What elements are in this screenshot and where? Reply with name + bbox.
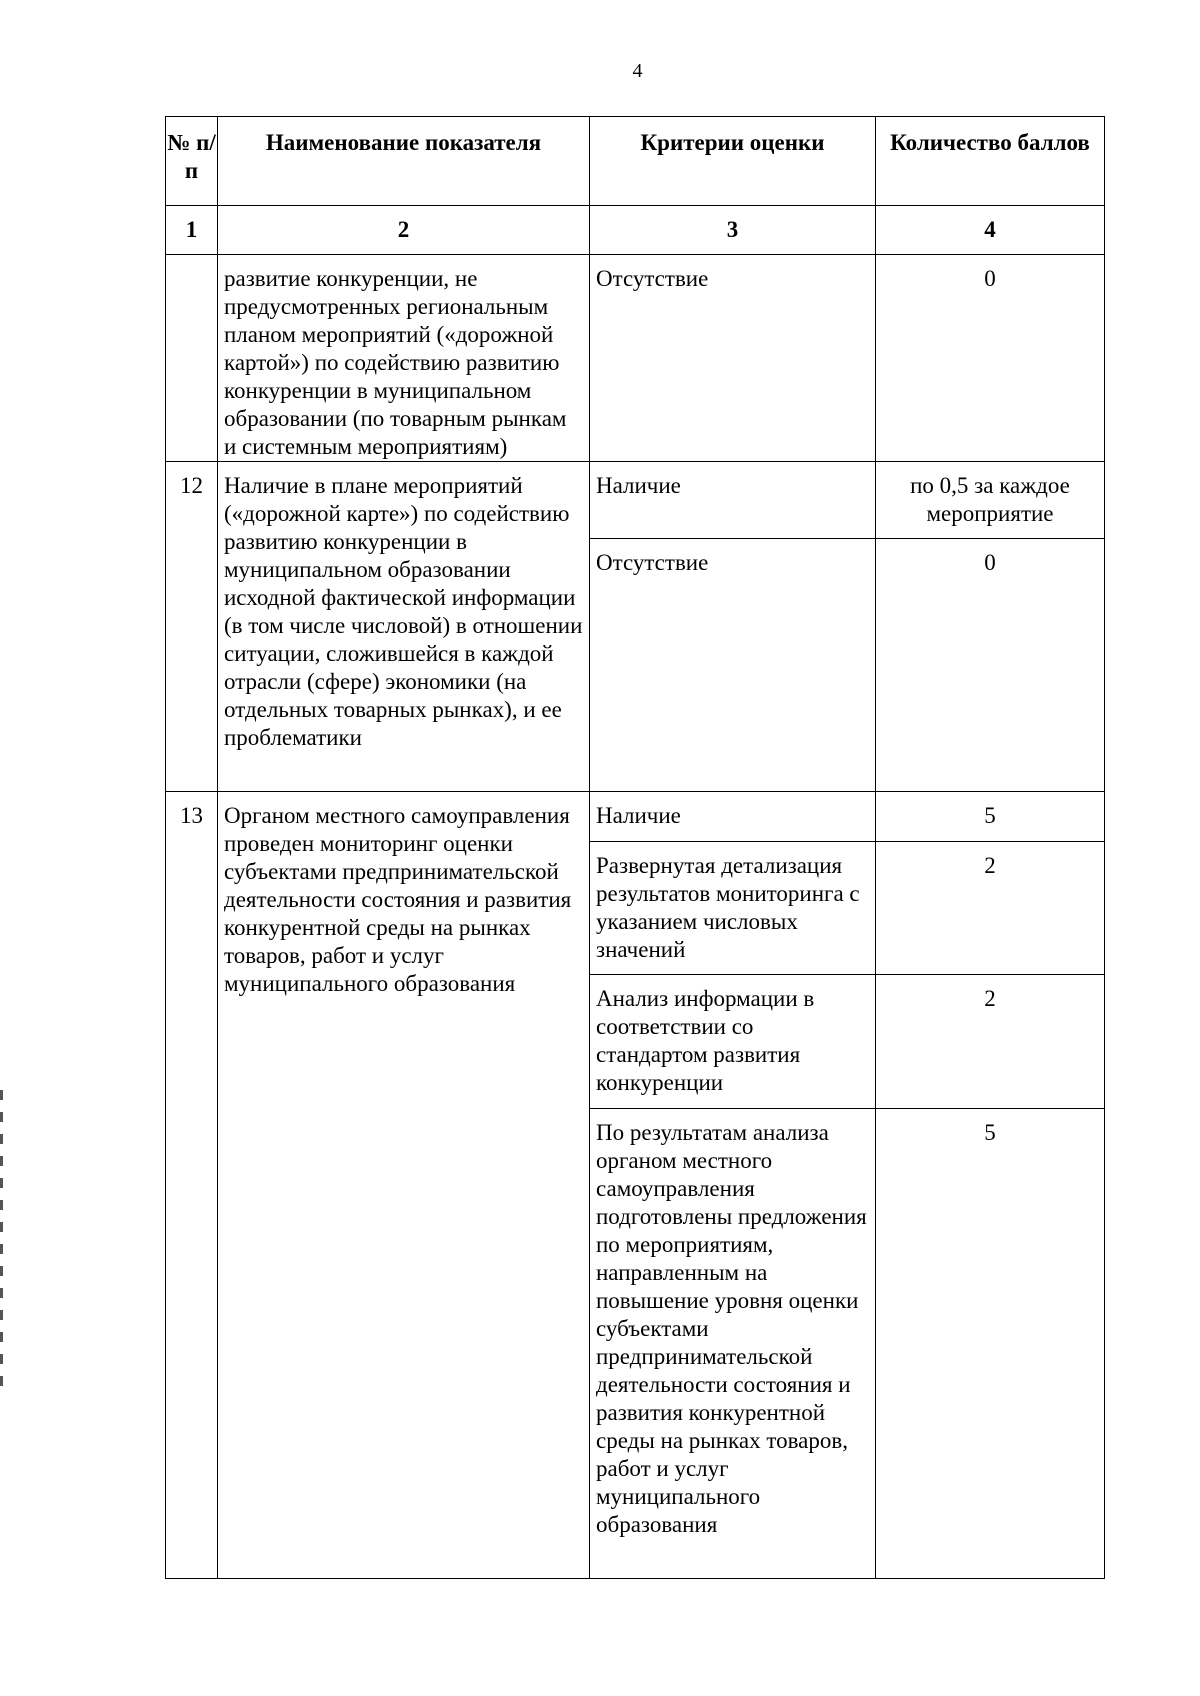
header-points: Количество баллов <box>876 117 1105 206</box>
table-row <box>166 255 1105 462</box>
scan-margin-mark <box>0 1090 3 1390</box>
row-number <box>166 255 218 462</box>
score: 0 <box>876 255 1105 462</box>
indicator-name: развитие конкуренции, не предусмотренных региональным планом мероприятий («дорожной картой») по содействию развитию конкуренции в муниципальном образовании (по товарным рынкам и системным мероприятиям) <box>218 255 590 462</box>
table-row <box>166 792 1105 842</box>
score: 5 <box>876 1109 1105 1579</box>
column-number: 4 <box>876 206 1105 255</box>
page-number: 4 <box>632 60 643 82</box>
column-number: 3 <box>590 206 876 255</box>
score: 0 <box>876 539 1105 792</box>
criterion: Отсутствие <box>590 255 876 462</box>
column-number: 1 <box>166 206 218 255</box>
score: 2 <box>876 975 1105 1109</box>
score: 5 <box>876 792 1105 842</box>
column-numbers-row <box>166 206 1105 255</box>
indicator-name: Наличие в плане мероприятий («дорожной карте») по содействию развитию конкуренции в муниципальном образовании исходной фактической информации (в том числе числовой) в отношении ситуации, сложившейся в каждой отрасли (сфере) экономики (на отдельных товарных рынках), и ее проблематики <box>218 462 590 792</box>
row-number: 12 <box>166 462 218 792</box>
criteria-table <box>165 116 1105 1579</box>
header-indicator-name: Наименование показателя <box>218 117 590 206</box>
header-number: № п/п <box>166 117 218 206</box>
table-row <box>166 462 1105 539</box>
criterion: Развернутая детализация результатов мониторинга с указанием числовых значений <box>590 842 876 975</box>
indicator-name: Органом местного самоуправления проведен мониторинг оценки субъектами предпринимательской деятельности состояния и развития конкурентной среды на рынках товаров, работ и услуг муниципального образования <box>218 792 590 1579</box>
column-number: 2 <box>218 206 590 255</box>
score: по 0,5 за каждое мероприятие <box>876 462 1105 539</box>
criterion: Анализ информации в соответствии со стандартом развития конкуренции <box>590 975 876 1109</box>
criterion: Наличие <box>590 792 876 842</box>
header-criteria: Критерии оценки <box>590 117 876 206</box>
header-row <box>166 117 1105 206</box>
criterion: По результатам анализа органом местного самоуправления подготовлены предложения по мероприятиям, направленным на повышение уровня оценки субъектами предпринимательской деятельности состояния и развития конкурентной среды на рынках товаров, работ и услуг муниципального образования <box>590 1109 876 1579</box>
row-number: 13 <box>166 792 218 1579</box>
criterion: Наличие <box>590 462 876 539</box>
criterion: Отсутствие <box>590 539 876 792</box>
score: 2 <box>876 842 1105 975</box>
